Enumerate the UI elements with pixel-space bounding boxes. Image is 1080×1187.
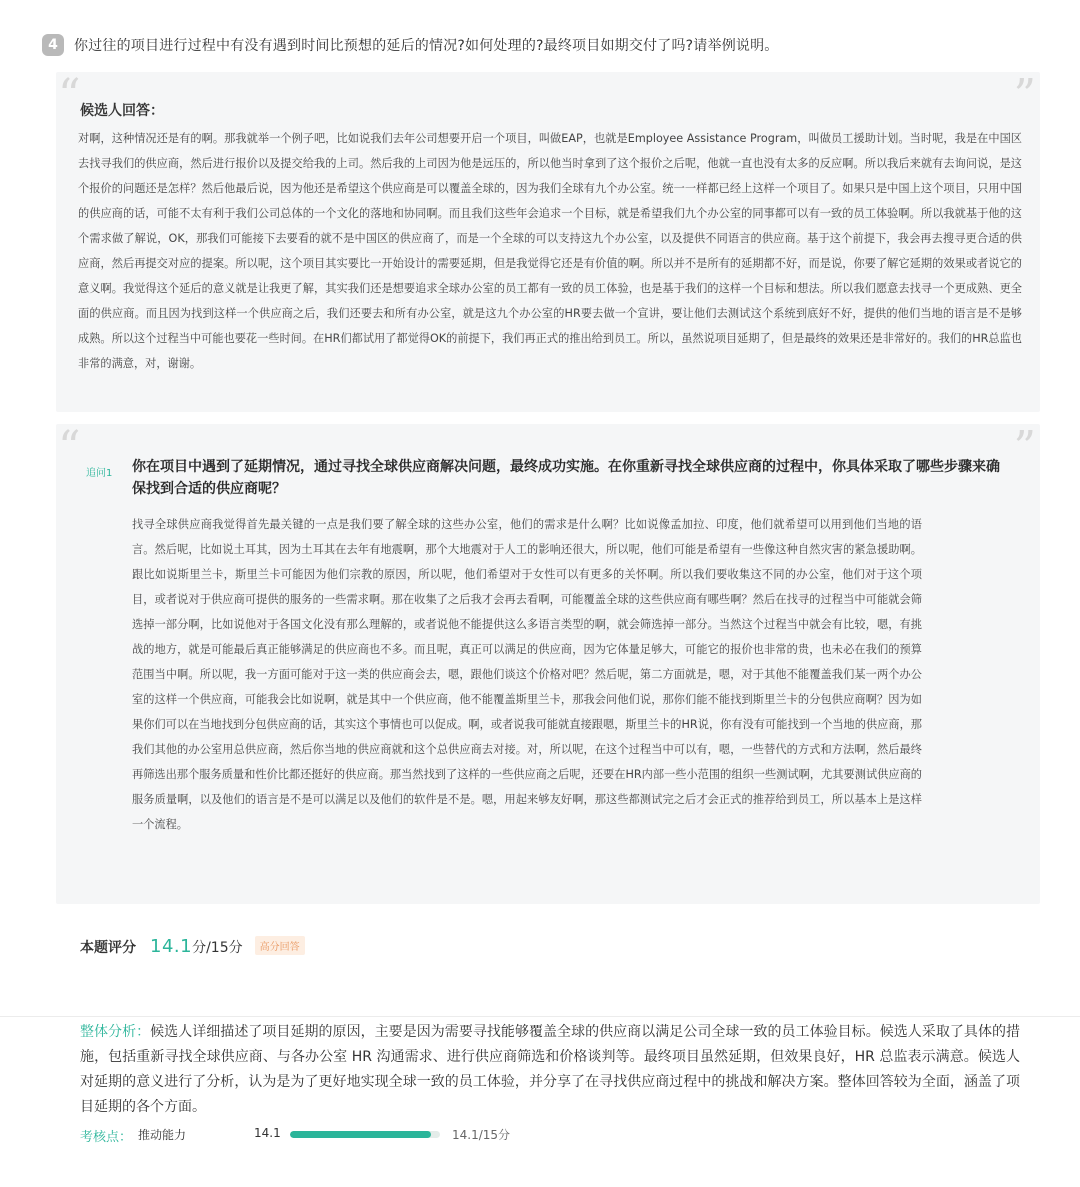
question-number-badge: 4 xyxy=(42,34,64,56)
follow-up-card xyxy=(56,424,1040,904)
close-quote-icon: ” xyxy=(1013,422,1036,473)
key-point-total: 14.1/15分 xyxy=(452,1128,511,1142)
close-quote-icon: ” xyxy=(1013,70,1036,121)
section-divider xyxy=(0,1016,1080,1017)
candidate-answer-card xyxy=(56,72,1040,412)
key-point-progress-fill xyxy=(290,1131,431,1138)
open-quote-icon: “ xyxy=(58,70,81,121)
analysis-label: 整体分析 xyxy=(80,1024,137,1040)
score-label: 本题评分 xyxy=(80,940,136,956)
score-row xyxy=(80,936,305,957)
analysis-colon: ： xyxy=(136,1024,151,1040)
key-point-row xyxy=(80,1126,680,1146)
candidate-answer-text: 对啊，这种情况还是有的啊。那我就举一个例子吧，比如说我们去年公司想要开启一个项目，叫做EAP，也就是Employee Assistance Program，叫做员工援助计划。当时呢，我是在中国区去找寻我们的供应商，然后进行报价以及提交给我的上司。然后我的上司因为他是远压的，所以他当时拿到了这个报价之后呢，他就一直也没有太多的反应啊。所以我后来就有去询问说，是这个报价的问题还是怎样？然后他最后说，因为他还是希望这个供应商是可以覆盖全球的，因为我们全球有九个办公室。统一一样都已经上这样一个项目了。如果只是中国上这个项目，只用中国的供应商的话，可能不太有利于我们公司总体的一个文化的落地和协同啊。而且我们这些年会追求一个目标，就是希望我们九个办公室的同事都可以有一致的员工体验啊。所以我就基于他的这个需求做了解说，OK，那我们可能接下去要看的就不是中国区的供应商了，而是一个全球的可以支持这九个办公室，以及提供不同语言的供应商。基于这个前提下，我会再去搜寻更合适的供应商，然后再提交对应的提案。所以呢，这个项目其实要比一开始设计的需要延期，但是我觉得它还是有价值的啊。所以并不是所有的延期都不好，而是说，你要了解它延期的效果或者说它的意义啊。我觉得这个延后的意义就是让我更了解，其实我们还是想要追求全球办公室的员工都有一致的员工体验，也是基于我们的这样一个目标和想法。所以我们愿意去找寻一个更成熟、更全面的供应商。而且因为找到这样一个供应商之后，我们还要去和所有办公室，就是这九个办公室的HR要去做一个宣讲，要让他们去测试这个系统到底好不好，提供的他们当地的语言是不是够成熟。所以这个过程当中可能也要花一些时间。在HR们都试用了都觉得OK的前提下，我们再正式的推出给到员工。所以，虽然说项目延期了，但是最终的效果还是非常好的。我们的HR总监也非常的满意，对，谢谢。 xyxy=(78,132,1022,370)
score-unit: 分/15分 xyxy=(192,940,243,956)
high-score-badge: 高分回答 xyxy=(255,936,305,955)
question-text: 你过往的项目进行过程中有没有遇到时间比预想的延后的情况?如何处理的?最终项目如期交付了吗?请举例说明。 xyxy=(74,38,779,54)
question-header xyxy=(42,34,1042,56)
score-value: 14.1 xyxy=(150,936,193,957)
open-quote-icon: “ xyxy=(58,422,81,473)
follow-up-question: 你在项目中遇到了延期情况，通过寻找全球供应商解决问题，最终成功实施。在你重新寻找全球供应商的过程中，你具体采取了哪些步骤来确保找到合适的供应商呢？ xyxy=(132,459,1000,497)
key-point-score: 14.1 xyxy=(254,1126,281,1140)
key-point-name: 推动能力 xyxy=(138,1128,187,1142)
key-point-label: 考核点： xyxy=(80,1130,133,1145)
candidate-answer-label: 候选人回答： xyxy=(80,103,164,119)
overall-analysis xyxy=(80,1020,1020,1120)
follow-up-answer-text: 找寻全球供应商我觉得首先最关键的一点是我们要了解全球的这些办公室，他们的需求是什么啊？比如说像孟加拉、印度，他们就希望可以用到他们当地的语言。然后呢，比如说土耳其，因为土耳其在去年有地震啊，那个大地震对于人工的影响还很大，所以呢，他们可能是希望有一些像这种自然灾害的紧急援助啊。跟比如说斯里兰卡，斯里兰卡可能因为他们宗教的原因，所以呢，他们希望对于女性可以有更多的关怀啊。所以我们要收集这不同的办公室，他们对于这个项目，或者说对于供应商可提供的服务的一些需求啊。那在收集了之后我才会再去看啊，可能覆盖全球的这些供应商有哪些啊？然后在找寻的过程当中可能就会筛选掉一部分啊，比如说他对于各国文化没有那么理解的，或者说他不能提供这么多语言类型的啊，就会筛选掉一部分。当然这个过程当中就会有比较，嗯，有挑战的地方，就是可能最后真正能够满足的供应商也不多。而且呢，真正可以满足的供应商，因为它体量足够大，可能它的报价也非常的贵，也未必在我们的预算范围当中啊。所以呢，我一方面可能对于这一类的供应商会去，嗯，跟他们谈这个价格对吧？然后呢，第二方面就是，嗯，对于其他不能覆盖我们某一两个办公室的这样一个供应商，可能我会比如说啊，就是其中一个供应商，他不能覆盖斯里兰卡，那我会问他们说，那你们能不能找到斯里兰卡的分包供应商啊？因为如果你们可以在当地找到分包供应商的话，其实这个事情也可以促成。啊，或者说我可能就直接跟嗯，斯里兰卡的HR说，你有没有可能找到一个当地的供应商，那我们其他的办公室用总供应商，然后你当地的供应商就和这个总供应商去对接。对，所以呢，在这个过程当中可以有，嗯，一些替代的方式和方法啊，然后最终再筛选出那个服务质量和性价比都还挺好的供应商。那当然找到了这样的一些供应商之后呢，还要在HR内部一些小范围的组织一些测试啊，尤其要测试供应商的服务质量啊，以及他们的语言是不是可以满足以及他们的软件是不是。嗯，用起来够友好啊，那这些都测试完之后才会正式的推荐给到员工，所以基本上是这样一个流程。 xyxy=(132,518,922,831)
follow-up-tag: 追问1 xyxy=(86,468,113,479)
key-point-progress-track xyxy=(290,1131,440,1138)
analysis-text: 候选人详细描述了项目延期的原因，主要是因为需要寻找能够覆盖全球的供应商以满足公司全球一致的员工体验目标。候选人采取了具体的措施，包括重新寻找全球供应商、与各办公室 HR 沟通需求、进行供应商筛选和价格谈判等。最终项目虽然延期，但效果良好，HR 总监表示满意。候选人对延期的意义进行了分析，认为是为了更好地实现全球一致的员工体验，并分享了在寻找供应商过程中的挑战和解决方案。整体回答较为全面，涵盖了项目延期的各个方面。 xyxy=(80,1024,1021,1115)
